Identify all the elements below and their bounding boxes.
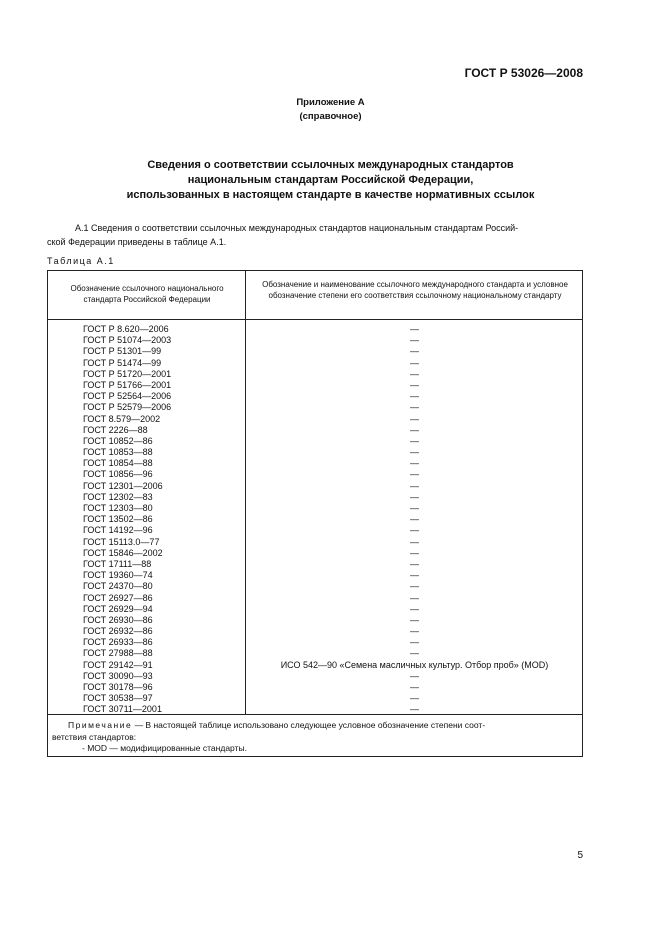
table-row-standard: ГОСТ 13502—86	[83, 514, 153, 525]
table-row-correspondence: —	[410, 637, 419, 648]
table-row-standard: ГОСТ 19360—74	[83, 570, 153, 581]
table-caption: Таблица А.1	[47, 256, 115, 266]
table-row-standard: ГОСТ Р 52579—2006	[83, 402, 172, 413]
header-left: Обозначение ссылочного национального стандарта Российской Федерации	[70, 284, 224, 304]
table-row-correspondence: —	[410, 357, 419, 368]
table-row-standard: ГОСТ 27988—88	[83, 648, 153, 659]
intro-line-1: А.1 Сведения о соответствии ссылочных международных стандартов национальным стандартам Россий-	[75, 223, 519, 233]
table-row-correspondence: —	[410, 379, 419, 390]
table-row-correspondence: —	[410, 491, 419, 502]
table-row-correspondence: —	[410, 670, 419, 681]
table-row-standard: ГОСТ 12301—2006	[83, 480, 163, 491]
note-item: - MOD — модифицированные стандарты.	[82, 743, 247, 753]
table-row-correspondence: —	[410, 424, 419, 435]
table-row-correspondence: —	[410, 413, 419, 424]
table-row-correspondence: —	[410, 346, 419, 357]
header-divider	[48, 319, 582, 320]
intro-paragraph	[47, 221, 579, 249]
table-row-standard: ГОСТ 15846—2002	[83, 547, 163, 558]
table-row-standard: ГОСТ Р 52564—2006	[83, 391, 172, 402]
table-row-standard: ГОСТ Р 51301—99	[83, 346, 162, 357]
table-row-correspondence: —	[410, 503, 419, 513]
table-row-correspondence: —	[410, 324, 419, 334]
table-row-correspondence: —	[410, 335, 419, 346]
table-row-standard: ГОСТ 26929—94	[83, 603, 153, 614]
section-title	[0, 158, 661, 203]
table-row-correspondence: —	[410, 682, 419, 692]
note-text: — В настоящей таблице использовано следующее условное обозначение степени соот-	[132, 720, 486, 730]
table-row-standard: ГОСТ 26927—86	[83, 592, 153, 603]
table-row-standard: ГОСТ Р 51474—99	[83, 357, 162, 368]
table-row-standard: ГОСТ 15113.0—77	[83, 536, 160, 547]
appendix-heading	[0, 96, 661, 124]
section-title-line-3: использованных в настоящем стандарте в качестве нормативных ссылок	[126, 189, 535, 201]
table-row-correspondence: —	[410, 592, 419, 603]
table-row-standard: ГОСТ Р 51766—2001	[83, 379, 172, 390]
table-row-correspondence: —	[410, 547, 419, 558]
table-row-correspondence: ИСО 542—90 «Семена масличных культур. Отбор проб» (MOD)	[280, 659, 549, 670]
table-row-correspondence: —	[410, 614, 419, 625]
table-row-correspondence: —	[410, 514, 419, 525]
table-row-standard: ГОСТ 10852—86	[83, 435, 153, 446]
table-row-standard: ГОСТ Р 51720—2001	[83, 368, 172, 379]
table-row-correspondence: —	[410, 458, 419, 469]
table-row-correspondence: —	[410, 447, 419, 458]
page-number: 5	[577, 850, 583, 861]
table-row-standard: ГОСТ 10856—96	[83, 469, 153, 480]
table-row-standard: ГОСТ 30178—96	[83, 682, 153, 692]
table-row-standard: ГОСТ 10853—88	[83, 447, 153, 458]
table-row-standard: ГОСТ 30090—93	[83, 670, 153, 681]
table-row-correspondence: —	[410, 469, 419, 480]
section-title-line-2: национальным стандартам Российской Федерации,	[187, 174, 474, 186]
international-standards-column	[246, 324, 583, 716]
table-row-correspondence: —	[410, 693, 419, 704]
note-label: Примечание	[68, 720, 133, 730]
table-row-standard: ГОСТ 2226—88	[83, 424, 148, 435]
table-row-standard: ГОСТ 12303—80	[83, 503, 153, 513]
table-row-standard: ГОСТ 26932—86	[83, 626, 153, 637]
note-line-2: ветствия стандартов:	[52, 731, 137, 742]
table-row-correspondence: —	[410, 570, 419, 581]
table-row-standard: ГОСТ 10854—88	[83, 458, 153, 469]
standards-table	[47, 270, 583, 757]
table-row-standard: ГОСТ 17111—88	[83, 558, 152, 569]
appendix-subtitle: (справочное)	[299, 111, 362, 122]
table-row-correspondence: —	[410, 480, 419, 491]
table-row-standard: ГОСТ 26930—86	[83, 614, 153, 625]
section-title-line-1: Сведения о соответствии ссылочных международных стандартов	[147, 159, 514, 171]
table-row-standard: ГОСТ 30538—97	[83, 693, 153, 704]
note-line-1	[52, 720, 578, 732]
table-row-standard: ГОСТ 26933—86	[83, 637, 153, 648]
table-row-standard: ГОСТ 12302—83	[83, 491, 153, 502]
table-row-correspondence: —	[410, 704, 419, 715]
header-right: Обозначение и наименование ссылочного международного стандарта и условное обозначение степени его соответствия ссылочному национальному стандарту	[262, 280, 568, 300]
table-row-correspondence: —	[410, 626, 419, 637]
document-code: ГОСТ Р 53026—2008	[464, 66, 583, 80]
table-row-standard: ГОСТ Р 8.620—2006	[83, 324, 169, 334]
table-note	[52, 720, 578, 755]
intro-line-2: ской Федерации приведены в таблице А.1.	[47, 237, 227, 247]
appendix-title: Приложение А	[296, 97, 365, 108]
table-row-standard: ГОСТ Р 51074—2003	[83, 335, 172, 346]
table-row-standard: ГОСТ 30711—2001	[83, 704, 162, 715]
table-row-standard: ГОСТ 29142—91	[83, 659, 153, 670]
table-row-correspondence: —	[410, 391, 419, 402]
table-row-correspondence: —	[410, 402, 419, 413]
table-row-correspondence: —	[410, 603, 419, 614]
table-row-correspondence: —	[410, 648, 419, 659]
table-row-correspondence: —	[410, 368, 419, 379]
table-row-standard: ГОСТ 8.579—2002	[83, 413, 161, 424]
national-standards-column	[83, 324, 243, 716]
table-row-correspondence: —	[410, 435, 419, 446]
table-row-correspondence: —	[410, 536, 419, 547]
table-row-correspondence: —	[410, 558, 419, 569]
table-row-standard: ГОСТ 14192—96	[83, 525, 153, 536]
table-row-standard: ГОСТ 24370—80	[83, 581, 153, 592]
table-row-correspondence: —	[410, 581, 419, 592]
table-row-correspondence: —	[410, 525, 419, 536]
